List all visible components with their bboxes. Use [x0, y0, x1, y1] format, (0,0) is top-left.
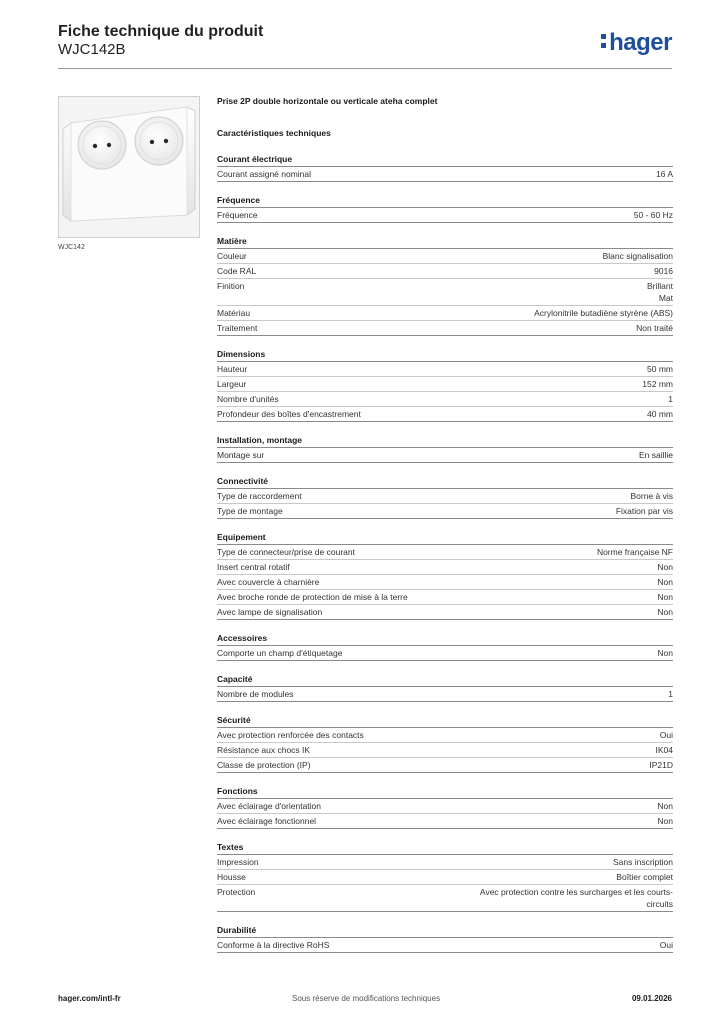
spec-group [217, 235, 673, 336]
spec-label: Montage sur [217, 450, 265, 460]
spec-row [217, 321, 673, 336]
spec-group [217, 153, 673, 182]
spec-group [217, 673, 673, 702]
spec-row [217, 249, 673, 264]
spec-value: 16 A [655, 169, 673, 179]
spec-group-title: Fonctions [217, 785, 673, 799]
spec-group-title: Matière [217, 235, 673, 249]
spec-row [217, 489, 673, 504]
spec-group-title: Textes [217, 841, 673, 855]
spec-row [217, 855, 673, 870]
spec-row [217, 799, 673, 814]
spec-row [217, 306, 673, 321]
spec-label: Nombre d'unités [217, 394, 279, 404]
spec-group-title: Installation, montage [217, 434, 673, 448]
spec-label: Hauteur [217, 364, 248, 374]
spec-label: Avec lampe de signalisation [217, 607, 323, 617]
spec-value: Oui [659, 730, 673, 740]
spec-group [217, 434, 673, 463]
spec-value: Blanc signalisation [602, 251, 673, 261]
spec-label: Avec éclairage fonctionnel [217, 816, 317, 826]
spec-row [217, 814, 673, 829]
spec-value: Non [657, 648, 673, 658]
spec-row [217, 545, 673, 560]
spec-row [217, 167, 673, 182]
spec-value: 1 [668, 394, 673, 404]
section-title: Caractéristiques techniques [217, 128, 331, 138]
spec-label: Couleur [217, 251, 247, 261]
spec-row [217, 560, 673, 575]
spec-value: 50 mm [647, 364, 673, 374]
spec-label: Fréquence [217, 210, 258, 220]
spec-label: Nombre de modules [217, 689, 294, 699]
logo-colon-icon [601, 32, 608, 50]
spec-value-line: Brillant [647, 281, 673, 291]
spec-group-title: Connectivité [217, 475, 673, 489]
product-reference: WJC142B [58, 41, 126, 58]
spec-group [217, 475, 673, 519]
spec-value: Norme française NF [596, 547, 673, 557]
spec-group [217, 785, 673, 829]
spec-value: Non [657, 801, 673, 811]
spec-value [647, 280, 673, 304]
spec-label: Comporte un champ d'étiquetage [217, 648, 343, 658]
spec-label: Traitement [217, 323, 258, 333]
spec-group-title: Sécurité [217, 714, 673, 728]
product-image [58, 96, 200, 238]
spec-label: Classe de protection (IP) [217, 760, 311, 770]
header-divider [58, 68, 672, 69]
spec-row [217, 208, 673, 223]
double-socket-icon [59, 97, 199, 237]
spec-label: Finition [217, 281, 245, 291]
spec-row [217, 448, 673, 463]
spec-label: Protection [217, 887, 256, 897]
spec-groups [217, 153, 673, 953]
spec-label: Conforme à la directive RoHS [217, 940, 330, 950]
spec-group-title: Dimensions [217, 348, 673, 362]
spec-group [217, 194, 673, 223]
spec-group [217, 632, 673, 661]
spec-group [217, 348, 673, 422]
spec-value: Borne à vis [630, 491, 673, 501]
spec-row [217, 279, 673, 306]
footer-disclaimer: Sous réserve de modifications techniques [292, 994, 441, 1003]
spec-value: IK04 [655, 745, 673, 755]
spec-value-line: Avec protection contre les surcharges et les courts- [479, 887, 673, 897]
spec-value: 152 mm [642, 379, 673, 389]
spec-value: 50 - 60 Hz [633, 210, 673, 220]
spec-value: Fixation par vis [615, 506, 673, 516]
spec-row [217, 687, 673, 702]
spec-row [217, 590, 673, 605]
spec-value: Non [657, 562, 673, 572]
document-title: Fiche technique du produit [58, 23, 264, 40]
page-header [58, 22, 672, 72]
spec-label: Housse [217, 872, 246, 882]
spec-value: Non [657, 592, 673, 602]
specifications [217, 95, 673, 965]
spec-group [217, 841, 673, 912]
spec-group-title: Equipement [217, 531, 673, 545]
spec-row [217, 264, 673, 279]
spec-label: Avec couvercle à charnière [217, 577, 320, 587]
spec-row [217, 885, 673, 912]
image-caption: WJC142 [58, 244, 85, 251]
spec-group [217, 531, 673, 620]
spec-value: Non [657, 607, 673, 617]
spec-group-title: Accessoires [217, 632, 673, 646]
spec-value [480, 886, 673, 910]
spec-label: Type de montage [217, 506, 283, 516]
spec-row [217, 758, 673, 773]
spec-value: IP21D [649, 760, 673, 770]
spec-row [217, 728, 673, 743]
spec-label: Type de connecteur/prise de courant [217, 547, 355, 557]
spec-value: En saillie [638, 450, 673, 460]
spec-value-line: Mat [658, 293, 673, 303]
spec-value: 40 mm [647, 409, 673, 419]
spec-row [217, 743, 673, 758]
spec-row [217, 938, 673, 953]
spec-label: Profondeur des boîtes d'encastrement [217, 409, 361, 419]
spec-group-title: Capacité [217, 673, 673, 687]
spec-value: Non traité [636, 323, 673, 333]
spec-row [217, 646, 673, 661]
spec-value: Acrylonitrile butadiène styrène (ABS) [534, 308, 673, 318]
spec-row [217, 504, 673, 519]
spec-value: Oui [659, 940, 673, 950]
spec-value-line: circuits [646, 899, 673, 909]
spec-row [217, 605, 673, 620]
footer-website-link[interactable]: hager.com/intl-fr [58, 994, 121, 1003]
spec-group-title: Fréquence [217, 194, 673, 208]
logo-text: hager [609, 29, 672, 56]
spec-group [217, 714, 673, 773]
footer-date: 09.01.2026 [631, 994, 672, 1003]
spec-label: Largeur [217, 379, 247, 389]
spec-label: Courant assigné nominal [217, 169, 312, 179]
spec-row [217, 870, 673, 885]
product-name: Prise 2P double horizontale ou verticale ateha complet [217, 96, 438, 106]
hager-logo [601, 29, 672, 57]
spec-row [217, 575, 673, 590]
spec-label: Matériau [217, 308, 251, 318]
spec-value: 1 [668, 689, 673, 699]
spec-label: Impression [217, 857, 259, 867]
spec-row [217, 362, 673, 377]
spec-value: 9016 [654, 266, 673, 276]
spec-label: Insert central rotatif [217, 562, 290, 572]
spec-label: Code RAL [217, 266, 257, 276]
spec-row [217, 392, 673, 407]
spec-group [217, 924, 673, 953]
spec-label: Avec éclairage d'orientation [217, 801, 322, 811]
spec-label: Type de raccordement [217, 491, 302, 501]
spec-value: Sans inscription [612, 857, 673, 867]
spec-group-title: Courant électrique [217, 153, 673, 167]
spec-value: Boîtier complet [616, 872, 673, 882]
spec-row [217, 377, 673, 392]
spec-label: Avec protection renforcée des contacts [217, 730, 364, 740]
spec-label: Avec broche ronde de protection de mise à la terre [217, 592, 408, 602]
spec-value: Non [657, 816, 673, 826]
spec-group-title: Durabilité [217, 924, 673, 938]
spec-label: Résistance aux chocs IK [217, 745, 311, 755]
spec-row [217, 407, 673, 422]
spec-value: Non [657, 577, 673, 587]
